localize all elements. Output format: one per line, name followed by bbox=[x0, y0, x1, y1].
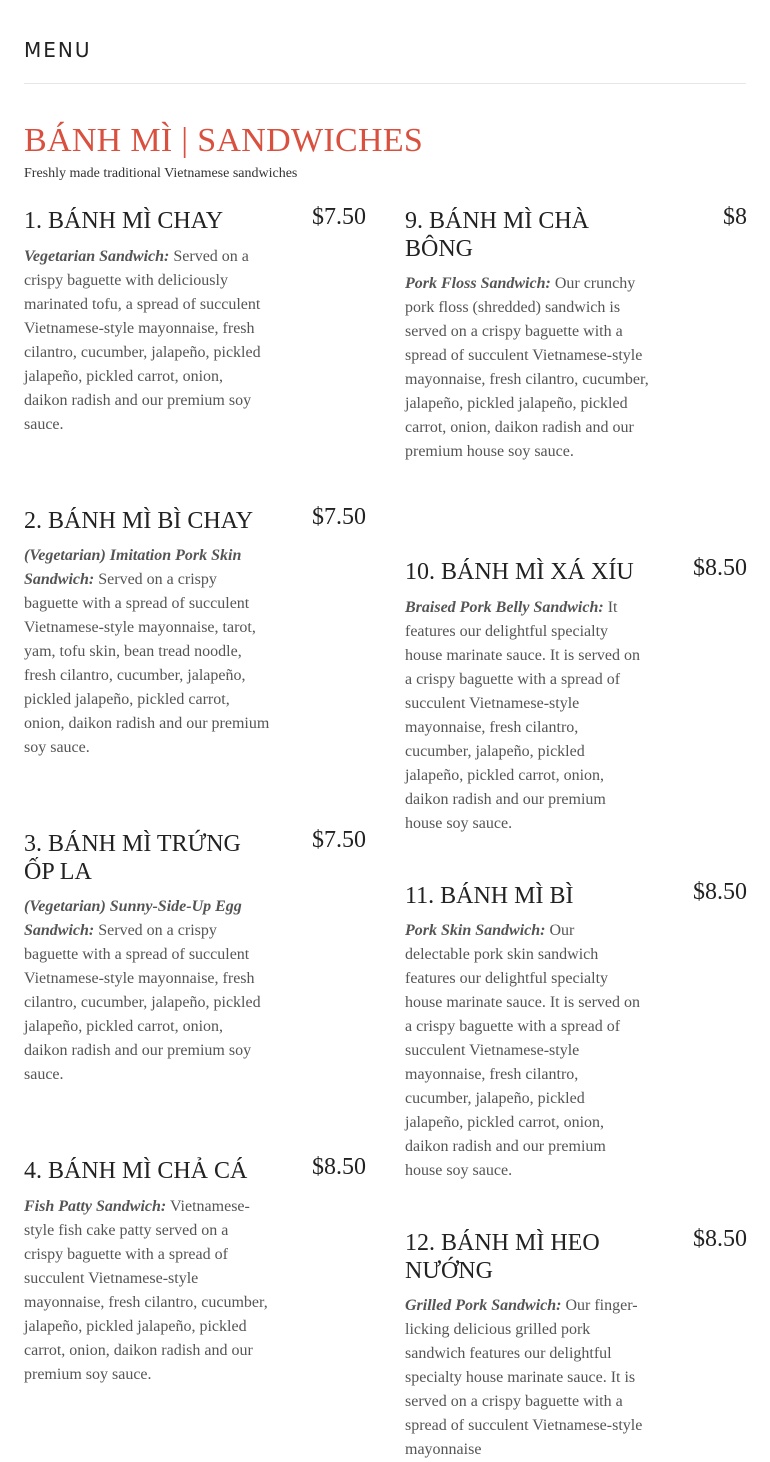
item-description bbox=[405, 919, 641, 1183]
item-lead: Pork Skin Sandwich: bbox=[405, 922, 546, 939]
site-header bbox=[24, 0, 746, 84]
item-desc-text: Vietnamese-style fish cake patty served on a crispy baguette with a spread of succulent Vietnamese-style mayonnaise, fresh cilantro, cucumber, jalapeño, pickled jalapeño, pickled carrot, onion, daikon radish and our premium soy sauce. bbox=[24, 1198, 268, 1383]
item-name: 2. BÁNH MÌ BÌ CHAY bbox=[24, 508, 254, 534]
item-description bbox=[24, 544, 270, 760]
section-title: BÁNH MÌ | SANDWICHES bbox=[24, 122, 424, 159]
item-price: $8 bbox=[723, 204, 747, 230]
item-name: 11. BÁNH MÌ BÌ bbox=[405, 883, 574, 909]
item-price: $7.50 bbox=[312, 504, 366, 530]
item-lead: Vegetarian Sandwich: bbox=[24, 248, 170, 265]
item-price: $7.50 bbox=[312, 204, 366, 230]
item-lead: Grilled Pork Sandwich: bbox=[405, 1297, 562, 1314]
item-name: 4. BÁNH MÌ CHẢ CÁ bbox=[24, 1158, 248, 1184]
item-desc-text: Our finger-licking delicious grilled pork sandwich features our delightful specialty house marinate sauce. It is served on a crispy baguette with a spread of succulent Vietnamese-style mayonnaise bbox=[405, 1297, 643, 1458]
item-description bbox=[24, 1195, 270, 1387]
item-name: 12. BÁNH MÌ HEO NƯỚNG bbox=[405, 1230, 600, 1284]
item-desc-text: Served on a crispy baguette with a spread of succulent Vietnamese-style mayonnaise, tarot, yam, tofu skin, bean tread noodle, fresh cilantro, cucumber, jalapeño, pickled jalapeño, pickled carrot, onion, daikon radish and our premium soy sauce. bbox=[24, 571, 270, 756]
item-lead: Braised Pork Belly Sandwich: bbox=[405, 599, 604, 616]
item-price: $8.50 bbox=[312, 1154, 366, 1180]
item-lead: Fish Patty Sandwich: bbox=[24, 1198, 167, 1215]
item-price: $7.50 bbox=[312, 827, 366, 853]
item-name: 9. BÁNH MÌ CHÀ BÔNG bbox=[405, 208, 590, 262]
item-lead: (Vegetarian) Imitation Pork Skin Sandwich: bbox=[24, 547, 242, 588]
section-subtitle: Freshly made traditional Vietnamese sandwiches bbox=[24, 166, 298, 181]
menu-label[interactable]: MENU bbox=[24, 38, 92, 62]
item-name: 3. BÁNH MÌ TRỨNG ỐP LA bbox=[24, 831, 241, 885]
item-desc-text: Our delectable pork skin sandwich features our delightful specialty house marinate sauce. It is served on a crispy baguette with a spread of succulent Vietnamese-style mayonnaise, fresh cilantro, cucumber, jalapeño, pickled jalapeño, pickled carrot, onion, daikon radish and our premium house soy sauce. bbox=[405, 922, 641, 1179]
item-description bbox=[405, 596, 641, 836]
item-description bbox=[24, 895, 270, 1087]
item-price: $8.50 bbox=[693, 555, 747, 581]
item-desc-text: Served on a crispy baguette with a spread of succulent Vietnamese-style mayonnaise, fresh cilantro, cucumber, jalapeño, pickled jalapeño, pickled carrot, onion, daikon radish and our premium soy sauce. bbox=[24, 922, 261, 1083]
item-description bbox=[24, 245, 270, 437]
item-price: $8.50 bbox=[693, 1226, 747, 1252]
item-desc-text: Served on a crispy baguette with deliciously marinated tofu, a spread of succulent Vietnamese-style mayonnaise, fresh cilantro, cucumber, jalapeño, pickled jalapeño, pickled carrot, onion, daikon radish and our premium soy sauce. bbox=[24, 248, 261, 433]
item-description bbox=[405, 272, 651, 464]
item-description bbox=[405, 1294, 651, 1462]
item-desc-text: Our crunchy pork floss (shredded) sandwich is served on a crispy baguette with a spread of succulent Vietnamese-style mayonnaise, fresh cilantro, cucumber, jalapeño, pickled jalapeño, pickled carrot, onion, daikon radish and our premium house soy sauce. bbox=[405, 275, 649, 460]
item-price: $8.50 bbox=[693, 879, 747, 905]
item-name: 1. BÁNH MÌ CHAY bbox=[24, 208, 224, 234]
item-name: 10. BÁNH MÌ XÁ XÍU bbox=[405, 559, 634, 585]
item-lead: Pork Floss Sandwich: bbox=[405, 275, 551, 292]
item-lead: (Vegetarian) Sunny-Side-Up Egg Sandwich: bbox=[24, 898, 242, 939]
item-desc-text: It features our delightful specialty house marinate sauce. It is served on a crispy baguette with a spread of succulent Vietnamese-style mayonnaise, fresh cilantro, cucumber, jalapeño, pickled jalapeño, pickled carrot, onion, daikon radish and our premium house soy sauce. bbox=[405, 599, 641, 832]
